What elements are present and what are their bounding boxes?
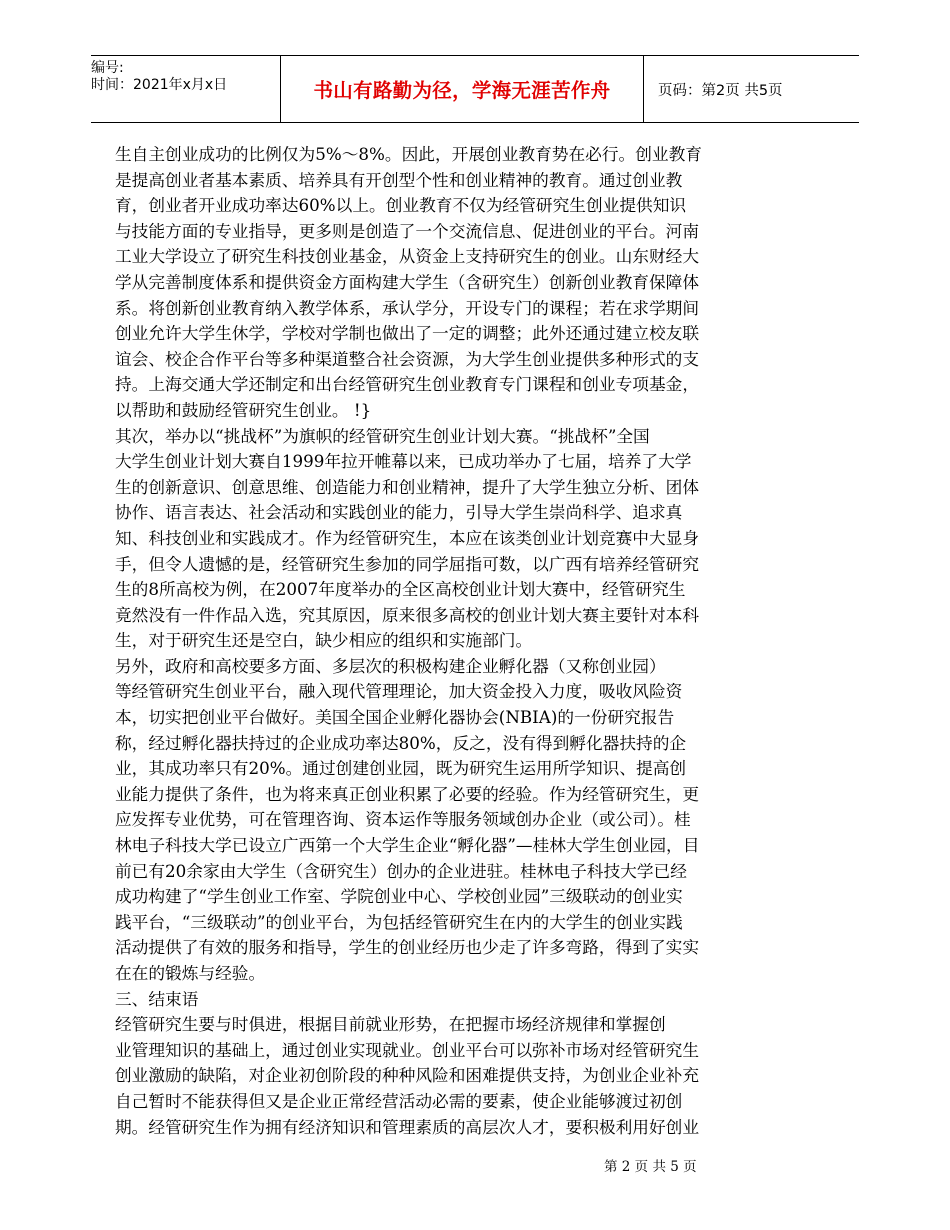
body-text-line: 本，切实把创业平台做好。美国全国企业孵化器协会(NBIA)的一份研究报告 bbox=[115, 707, 675, 728]
body-text-line: 活动提供了有效的服务和指导，学生的创业经历也少走了许多弯路，得到了实实 bbox=[115, 937, 700, 958]
body-text-line: 创业激励的缺陷，对企业初创阶段的种种风险和困难提供支持，为创业企业补充 bbox=[115, 1065, 700, 1086]
body-text-line: 成功构建了“学生创业工作室、学院创业中心、学校创业园”三级联动的创业实 bbox=[115, 886, 683, 907]
body-text-line: 学从完善制度体系和提供资金方面构建大学生（含研究生）创新创业教育保障体 bbox=[115, 271, 700, 292]
body-text-line: 自己暂时不能获得但又是企业正常经营活动必需的要素，使企业能够渡过初创 bbox=[115, 1090, 683, 1111]
body-text-line: 在在的锻炼与经验。 bbox=[115, 963, 266, 983]
body-text-line: 知、科技创业和实践成才。作为经管研究生，本应在该类创业计划竞赛中大显身 bbox=[115, 527, 700, 548]
body-text-line: 其次，举办以“挑战杯”为旗帜的经管研究生创业计划大赛。“挑战杯”全国 bbox=[115, 425, 650, 446]
body-text-line: 生自主创业成功的比例仅为5%～8%。因此，开展创业教育势在必行。创业教育 bbox=[115, 144, 702, 164]
body-text-line: 与技能方面的专业指导，更多则是创造了一个交流信息、促进创业的平台。河南 bbox=[115, 220, 700, 241]
page-footer: 第 2 页 共 5 页 bbox=[604, 1159, 697, 1175]
header-left-cell bbox=[91, 56, 280, 122]
document-time-label: 时间：2021年x月x日 bbox=[91, 77, 228, 93]
document-body bbox=[115, 142, 775, 1140]
body-text-line: 另外，政府和高校要多方面、多层次的积极构建企业孵化器（又称创业园） bbox=[115, 655, 666, 676]
header-motto: 书山有路勤为径，学海无涯苦作舟 bbox=[313, 79, 611, 102]
document-number-label: 编号: bbox=[91, 60, 124, 76]
body-text-line: 协作、语言表达、社会活动和实践创业的能力，引导大学生崇尚科学、追求真 bbox=[115, 502, 683, 523]
body-text-line: 系。将创新创业教育纳入教学体系，承认学分，开设专门的课程；若在求学期间 bbox=[115, 297, 700, 318]
body-text-line: 前已有20余家由大学生（含研究生）创办的企业进驻。桂林电子科技大学已经 bbox=[115, 860, 687, 881]
body-text-line: 生，对于研究生还是空白，缺少相应的组织和实施部门。 bbox=[115, 630, 533, 651]
body-text-line: 是提高创业者基本素质、培养具有开创型个性和创业精神的教育。通过创业教 bbox=[115, 169, 683, 190]
body-text-line: 谊会、校企合作平台等多种渠道整合社会资源，为大学生创业提供多种形式的支 bbox=[115, 348, 700, 369]
body-text-line: 竟然没有一件作品入选，究其原因，原来很多高校的创业计划大赛主要针对本科 bbox=[115, 604, 700, 625]
body-text-line: 业能力提供了条件，也为将来真正创业积累了必要的经验。作为经管研究生，更 bbox=[115, 783, 700, 804]
body-text-line: 创业允许大学生休学，学校对学制也做出了一定的调整；此外还通过建立校友联 bbox=[115, 323, 700, 344]
body-text-line: 生的8所高校为例，在2007年度举办的全区高校创业计划大赛中，经管研究生 bbox=[115, 579, 686, 600]
body-text-line: 育，创业者开业成功率达60%以上。创业教育不仅为经管研究生创业提供知识 bbox=[115, 195, 687, 216]
body-text-line: 以帮助和鼓励经管研究生创业。 !} bbox=[115, 399, 372, 420]
body-text-line: 三、结束语 bbox=[115, 988, 199, 1009]
header-page-label: 页码：第2页 共5页 bbox=[658, 82, 783, 99]
body-text-line: 业，其成功率只有20%。通过创建创业园，既为研究生运用所学知识、提高创 bbox=[115, 758, 687, 779]
body-text-line: 手，但令人遗憾的是，经管研究生参加的同学屈指可数，以广西有培养经管研究 bbox=[115, 553, 700, 574]
page-header bbox=[91, 55, 859, 123]
body-text-line: 生的创新意识、创意思维、创造能力和创业精神，提升了大学生独立分析、团体 bbox=[115, 476, 700, 497]
body-text-line: 林电子科技大学已设立广西第一个大学生企业“孵化器”—桂林大学生创业园，目 bbox=[115, 835, 700, 856]
body-text-line: 经管研究生要与时俱进，根据目前就业形势，在把握市场经济规律和掌握创 bbox=[115, 1014, 666, 1035]
body-text-line: 工业大学设立了研究生科技创业基金，从资金上支持研究生的创业。山东财经大 bbox=[115, 246, 700, 267]
body-text-line: 业管理知识的基础上，通过创业实现就业。创业平台可以弥补市场对经管研究生 bbox=[115, 1039, 700, 1060]
body-text-line: 持。上海交通大学还制定和出台经管研究生创业教育专门课程和创业专项基金， bbox=[115, 374, 700, 395]
body-text-line: 期。经管研究生作为拥有经济知识和管理素质的高层次人才，要积极利用好创业 bbox=[115, 1116, 700, 1137]
header-motto-cell bbox=[280, 56, 644, 122]
body-text-line: 应发挥专业优势，可在管理咨询、资本运作等服务领域创办企业（或公司）。桂 bbox=[115, 809, 691, 830]
body-text-line: 等经管研究生创业平台，融入现代管理理论，加大资金投入力度，吸收风险资 bbox=[115, 681, 683, 702]
body-text-line: 大学生创业计划大赛自1999年拉开帷幕以来，已成功举办了七届，培养了大学 bbox=[115, 451, 692, 472]
body-text-line: 践平台，“三级联动”的创业平台，为包括经管研究生在内的大学生的创业实践 bbox=[115, 911, 683, 932]
header-page-cell bbox=[642, 56, 859, 122]
body-text-line: 称，经过孵化器扶持过的企业成功率达80%，反之，没有得到孵化器扶持的企 bbox=[115, 732, 687, 753]
